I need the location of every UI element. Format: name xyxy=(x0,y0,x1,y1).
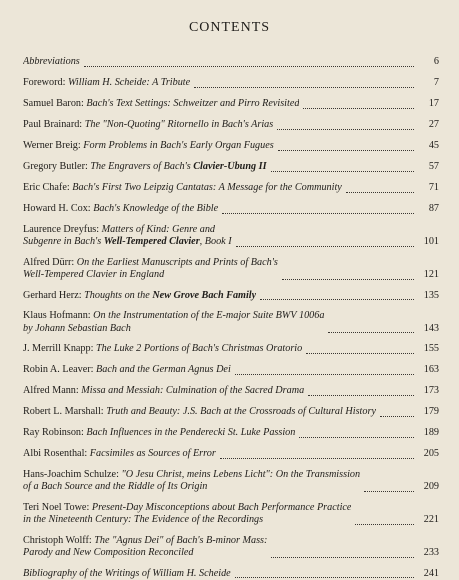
entry-author: Teri Noel Towe: xyxy=(23,502,92,513)
page-number: 155 xyxy=(417,343,439,356)
page-number: 45 xyxy=(417,140,439,153)
entry-author: Alfred Mann: xyxy=(23,385,81,396)
entry-author: Alfred Dürr: xyxy=(23,257,77,268)
dot-leader xyxy=(282,278,414,280)
page-number: 87 xyxy=(417,203,439,216)
page-number: 121 xyxy=(417,269,439,282)
dot-leader xyxy=(277,128,414,130)
dot-leader xyxy=(308,394,414,396)
entry-title-emphasis: Well-Tempered Clavier xyxy=(104,236,200,247)
dot-leader xyxy=(271,556,414,558)
page-number: 143 xyxy=(417,323,439,336)
entry-title: Bach's Text Settings: Schweitzer and Pirro Revisited xyxy=(86,98,299,109)
entry-title-line2: Well-Tempered Clavier in England xyxy=(23,269,164,280)
page-number: 7 xyxy=(417,77,439,90)
entry-title-emphasis: Clavier-Übung II xyxy=(193,161,266,172)
entry-title-tail: , Book I xyxy=(200,236,232,247)
page-number: 241 xyxy=(417,568,439,580)
dot-leader xyxy=(355,523,414,525)
dot-leader xyxy=(299,436,414,438)
entry-author: Howard H. Cox: xyxy=(23,203,93,214)
toc-entry xyxy=(23,119,439,132)
entry-title: Missa and Messiah: Culmination of the Sacred Drama xyxy=(81,385,304,396)
page-number: 27 xyxy=(417,119,439,132)
entry-author: J. Merrill Knapp: xyxy=(23,343,96,354)
entry-title-emphasis: New Grove Bach Family xyxy=(152,290,256,301)
toc-entry xyxy=(23,568,439,580)
toc-entry xyxy=(23,56,439,69)
toc-entry xyxy=(23,406,439,419)
entry-title: On the Instrumentation of the E-major Suite BWV 1006a xyxy=(93,310,324,321)
entry-title: The Engravers of Bach's xyxy=(90,161,193,172)
page-number: 205 xyxy=(417,448,439,461)
entry-title: Facsimiles as Sources of Error xyxy=(90,448,216,459)
dot-leader xyxy=(278,149,414,151)
toc-entry xyxy=(23,161,439,174)
entry-author: Christoph Wolff: xyxy=(23,535,94,546)
toc-entry xyxy=(23,224,439,249)
entry-title-line2: Parody and New Composition Reconciled xyxy=(23,547,194,558)
dot-leader xyxy=(194,86,414,88)
page-number: 57 xyxy=(417,161,439,174)
toc-entry xyxy=(23,140,439,153)
page-number: 101 xyxy=(417,236,439,249)
dot-leader xyxy=(306,352,414,354)
entry-title-line2: of a Bach Source and the Riddle of Its Origin xyxy=(23,481,207,492)
toc-entry xyxy=(23,77,439,90)
entry-author: Samuel Baron: xyxy=(23,98,86,109)
entry-title: Thoughts on the xyxy=(84,290,152,301)
page-number: 163 xyxy=(417,364,439,377)
dot-leader xyxy=(84,65,414,67)
toc-entry xyxy=(23,535,439,560)
entry-title: The "Agnus Dei" of Bach's B-minor Mass: xyxy=(94,535,267,546)
toc-entry xyxy=(23,182,439,195)
entry-title: Bibliography of the Writings of William H. Scheide xyxy=(23,568,231,579)
toc-entry xyxy=(23,257,439,282)
toc-entry xyxy=(23,448,439,461)
entry-title-line2: in the Nineteenth Century: The Evidence of the Recordings xyxy=(23,514,263,525)
page-number: 135 xyxy=(417,290,439,303)
entry-author: Robert L. Marshall: xyxy=(23,406,106,417)
entry-author: Foreword: xyxy=(23,77,68,88)
dot-leader xyxy=(303,107,414,109)
dot-leader xyxy=(235,576,414,578)
entry-author: Laurence Dreyfus: xyxy=(23,224,102,235)
toc-entry xyxy=(23,98,439,111)
dot-leader xyxy=(236,245,414,247)
entry-title: Form Problems in Bach's Early Organ Fugues xyxy=(83,140,273,151)
page-number: 233 xyxy=(417,547,439,560)
page-number: 17 xyxy=(417,98,439,111)
entry-title: "O Jesu Christ, meins Lebens Licht": On the Transmission xyxy=(121,469,360,480)
toc-entry xyxy=(23,502,439,527)
entry-title: Matters of Kind: Genre and xyxy=(102,224,215,235)
dot-leader xyxy=(260,298,414,300)
entry-author: Werner Breig: xyxy=(23,140,83,151)
entry-title: Bach Influences in the Penderecki St. Luke Passion xyxy=(86,427,295,438)
entry-author: Robin A. Leaver: xyxy=(23,364,96,375)
page-number: 209 xyxy=(417,481,439,494)
entry-title: Bach and the German Agnus Dei xyxy=(96,364,231,375)
entry-author: Gregory Butler: xyxy=(23,161,90,172)
entry-title: On the Earliest Manuscripts and Prints of Bach's xyxy=(77,257,278,268)
entry-author: Hans-Joachim Schulze: xyxy=(23,469,121,480)
dot-leader xyxy=(380,415,414,417)
entry-author: Paul Brainard: xyxy=(23,119,85,130)
toc-entry xyxy=(23,427,439,440)
entry-author: Ray Robinson: xyxy=(23,427,86,438)
entry-title: Present-Day Misconceptions about Bach Performance Practice xyxy=(92,502,352,513)
page-number: 6 xyxy=(417,56,439,69)
toc-entry xyxy=(23,469,439,494)
toc-entry xyxy=(23,343,439,356)
page-number: 179 xyxy=(417,406,439,419)
toc-entry xyxy=(23,203,439,216)
entry-author: Eric Chafe: xyxy=(23,182,72,193)
entry-author: Albi Rosenthal: xyxy=(23,448,90,459)
dot-leader xyxy=(364,490,414,492)
dot-leader xyxy=(222,212,414,214)
dot-leader xyxy=(220,457,414,459)
entry-title-line2: by Johann Sebastian Bach xyxy=(23,323,131,334)
entry-title: Abbreviations xyxy=(23,56,80,67)
toc-entry xyxy=(23,364,439,377)
entry-title: Bach's First Two Leipzig Cantatas: A Message for the Community xyxy=(72,182,342,193)
dot-leader xyxy=(271,170,414,172)
dot-leader xyxy=(346,191,414,193)
entry-title-line2: Subgenre in Bach's xyxy=(23,236,104,247)
page-number: 71 xyxy=(417,182,439,195)
toc-entry xyxy=(23,385,439,398)
entry-title: The "Non-Quoting" Ritornello in Bach's Arias xyxy=(85,119,274,130)
toc-entry xyxy=(23,310,439,335)
entry-title: Truth and Beauty: J.S. Bach at the Crossroads of Cultural History xyxy=(106,406,376,417)
page-number: 221 xyxy=(417,514,439,527)
entry-author: Gerhard Herz: xyxy=(23,290,84,301)
page-number: 173 xyxy=(417,385,439,398)
entry-author: Klaus Hofmann: xyxy=(23,310,93,321)
entry-title: Bach's Knowledge of the Bible xyxy=(93,203,218,214)
dot-leader xyxy=(235,373,414,375)
entry-title: The Luke 2 Portions of Bach's Christmas Oratorio xyxy=(96,343,302,354)
toc-entry xyxy=(23,290,439,303)
toc-list xyxy=(23,56,439,580)
dot-leader xyxy=(328,331,414,333)
page-number: 189 xyxy=(417,427,439,440)
page-title: CONTENTS xyxy=(0,20,459,36)
entry-title: William H. Scheide: A Tribute xyxy=(68,77,190,88)
